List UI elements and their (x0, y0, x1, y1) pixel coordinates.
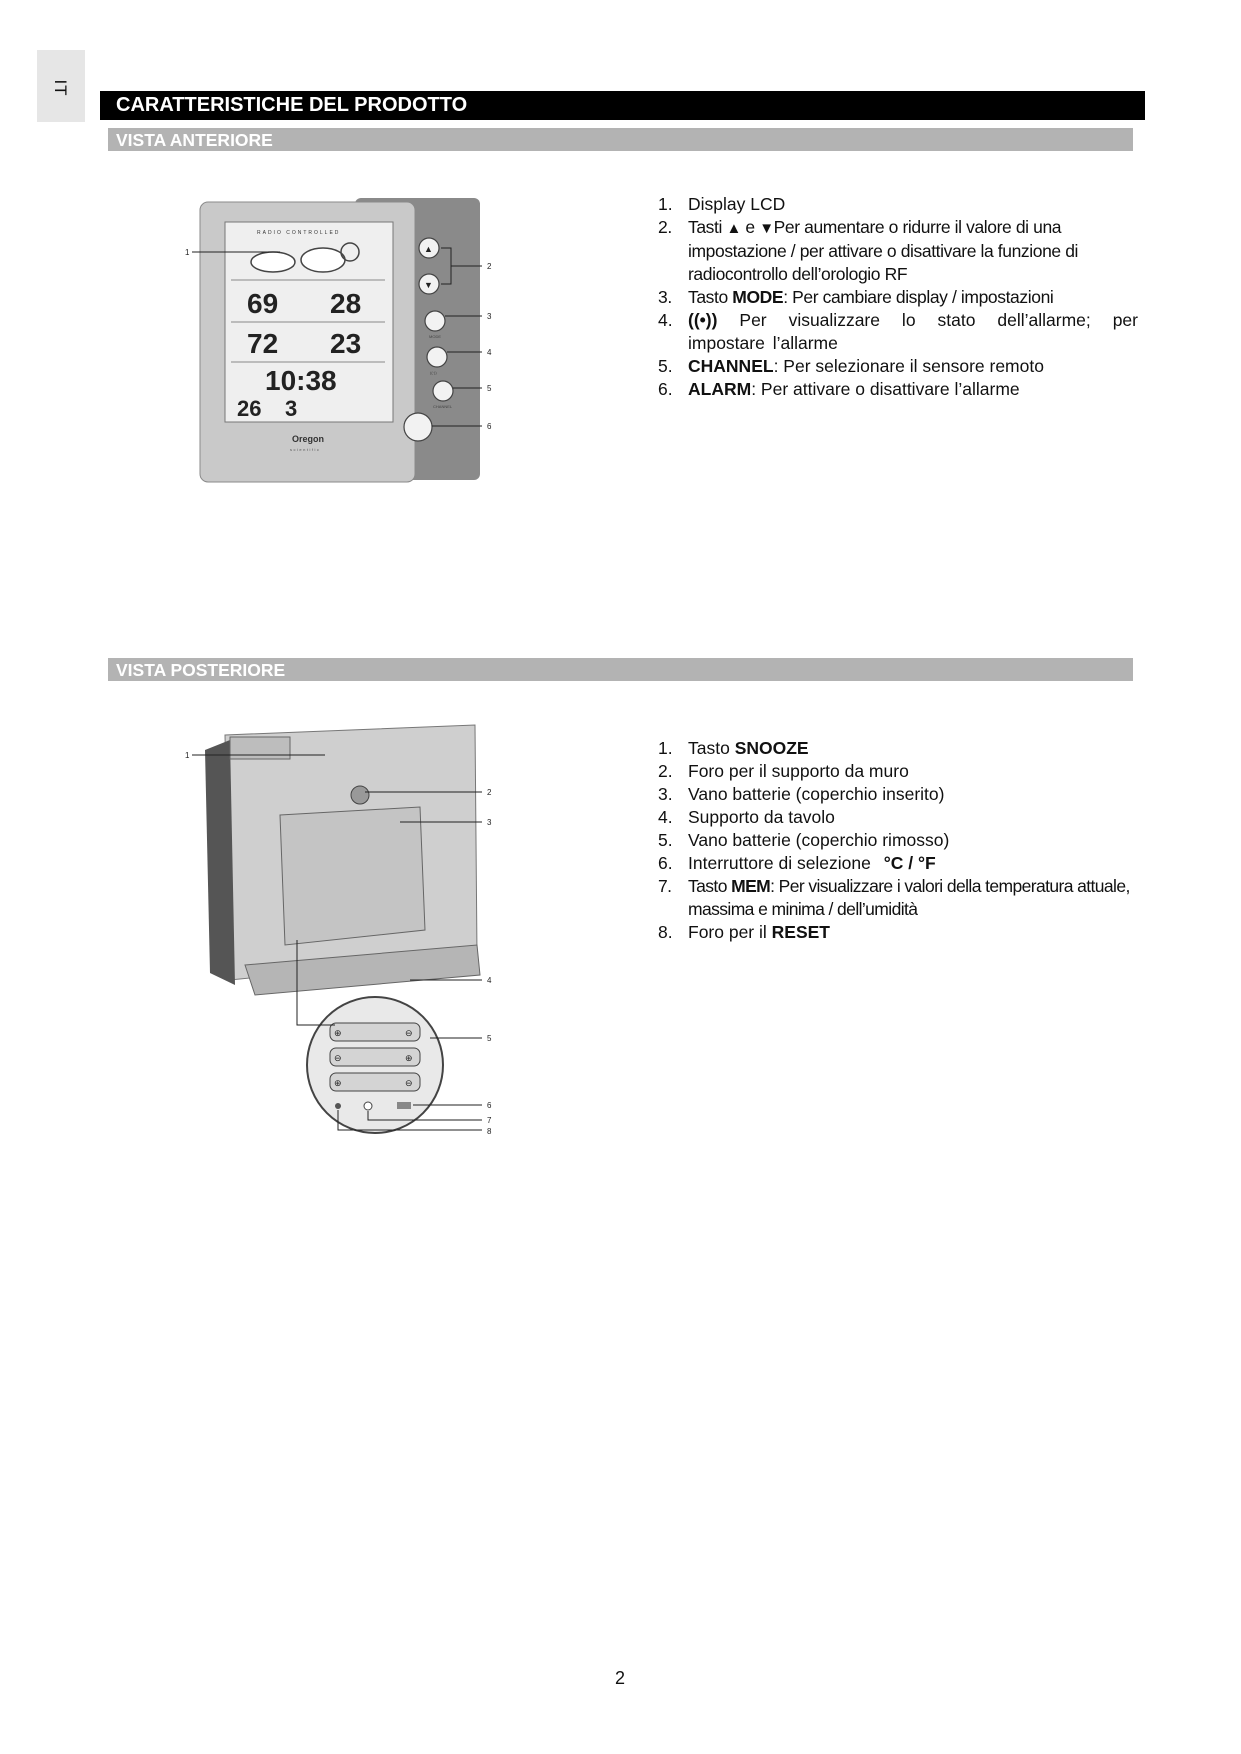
callout-2: 2 (487, 262, 492, 271)
device-channel-label: CHANNEL (433, 404, 453, 409)
minus-icon: ⊖ (405, 1078, 413, 1088)
callout-2: 2 (487, 788, 492, 797)
snooze-button (230, 737, 290, 759)
callout-4: 4 (487, 348, 492, 357)
list-item: 8. Foro per il RESET (658, 922, 831, 942)
callout-4: 4 (487, 976, 492, 985)
mem-button (364, 1102, 372, 1110)
device-up-arrow-icon: ▲ (424, 244, 433, 254)
callout-1: 1 (185, 248, 190, 257)
callout-3: 3 (487, 312, 492, 321)
alarm-icon: ((•)) (688, 310, 718, 330)
callout-7: 7 (487, 1116, 492, 1125)
callout-5: 5 (487, 1034, 492, 1043)
list-item: 4. Supporto da tavolo (658, 807, 835, 827)
lcd-humidity-in: 72 (247, 328, 279, 359)
lcd-time: 10:38 (265, 365, 337, 396)
lcd-temp-in: 23 (330, 328, 362, 359)
list-item: 6. ALARM: Per attivare o disattivare l’allarme (658, 379, 1020, 399)
callout-5: 5 (487, 384, 492, 393)
back-view-heading: VISTA POSTERIORE (116, 660, 286, 680)
list-item: 6. Interruttore di selezione °C / °F (658, 853, 936, 873)
device-mode-label: MODE (429, 334, 441, 339)
device-side-edge (205, 740, 235, 985)
lcd-temp-out: 28 (330, 288, 362, 319)
reset-hole (335, 1103, 341, 1109)
list-item: 2. Foro per il supporto da muro (658, 761, 909, 781)
list-item: 7. Tasto MEM: Per visualizzare i valori della temperatura attuale, massima e minima / dell’umidità (658, 876, 1130, 919)
back-features-list (658, 737, 1138, 944)
list-item: 1. Display LCD (658, 194, 786, 214)
back-view-heading-bar (108, 658, 1133, 681)
lcd-humidity-out: 69 (247, 288, 279, 319)
battery-cover (280, 807, 425, 945)
lcd-date-month: 3 (285, 396, 298, 421)
callout-6: 6 (487, 422, 492, 431)
list-item: 3. Tasto MODE: Per cambiare display / impostazioni (658, 287, 1054, 307)
callout-8: 8 (487, 1127, 492, 1136)
unit-switch (397, 1102, 411, 1109)
front-view-heading-bar (108, 128, 1133, 151)
minus-icon: ⊖ (405, 1028, 413, 1038)
down-arrow-icon: ▼ (759, 220, 774, 237)
plus-icon: ⊕ (405, 1053, 413, 1063)
front-features-list (658, 193, 1138, 401)
list-item: 5. Vano batterie (coperchio rimosso) (658, 830, 950, 850)
back-view-figure (185, 715, 505, 1145)
callout-1: 1 (185, 751, 190, 760)
list-item: 5. CHANNEL: Per selezionare il sensore remoto (658, 356, 1044, 376)
plus-icon: ⊕ (334, 1028, 342, 1038)
list-item: 3. Vano batterie (coperchio inserito) (658, 784, 945, 804)
language-tab-label: IT (51, 79, 70, 97)
language-tab (37, 50, 85, 122)
callout-3: 3 (487, 818, 492, 827)
minus-icon: ⊖ (334, 1053, 342, 1063)
device-brand-sub: scientific (290, 447, 321, 452)
page-number: 2 (614, 1668, 625, 1688)
plus-icon: ⊕ (334, 1078, 342, 1088)
callout-6: 6 (487, 1101, 492, 1110)
lcd-brand-top: RADIO CONTROLLED (257, 230, 341, 236)
device-brand: Oregon (292, 434, 325, 444)
device-down-arrow-icon: ▼ (424, 280, 433, 290)
front-view-figure (185, 190, 505, 500)
lcd-date-day: 26 (237, 396, 262, 421)
list-item: 1. Tasto SNOOZE (658, 738, 809, 758)
list-item: 4. ((•)) Per visualizzare lo stato dell’allarme; per impostare l’allarme (658, 310, 1138, 353)
list-item: 2. Tasti ▲ e ▼Per aumentare o ridurre il valore di una impostazione / per attivare o disattivare la funzione di radiocontrollo dell’orologio RF (658, 217, 1079, 284)
page-title: CARATTERISTICHE DEL PRODOTTO (116, 94, 468, 116)
page-title-bar (100, 91, 1145, 120)
front-view-heading: VISTA ANTERIORE (116, 130, 273, 150)
up-arrow-icon: ▲ (726, 220, 741, 237)
wall-mount-hole (351, 786, 369, 804)
device-alarm-label: ((·)) (430, 370, 437, 375)
